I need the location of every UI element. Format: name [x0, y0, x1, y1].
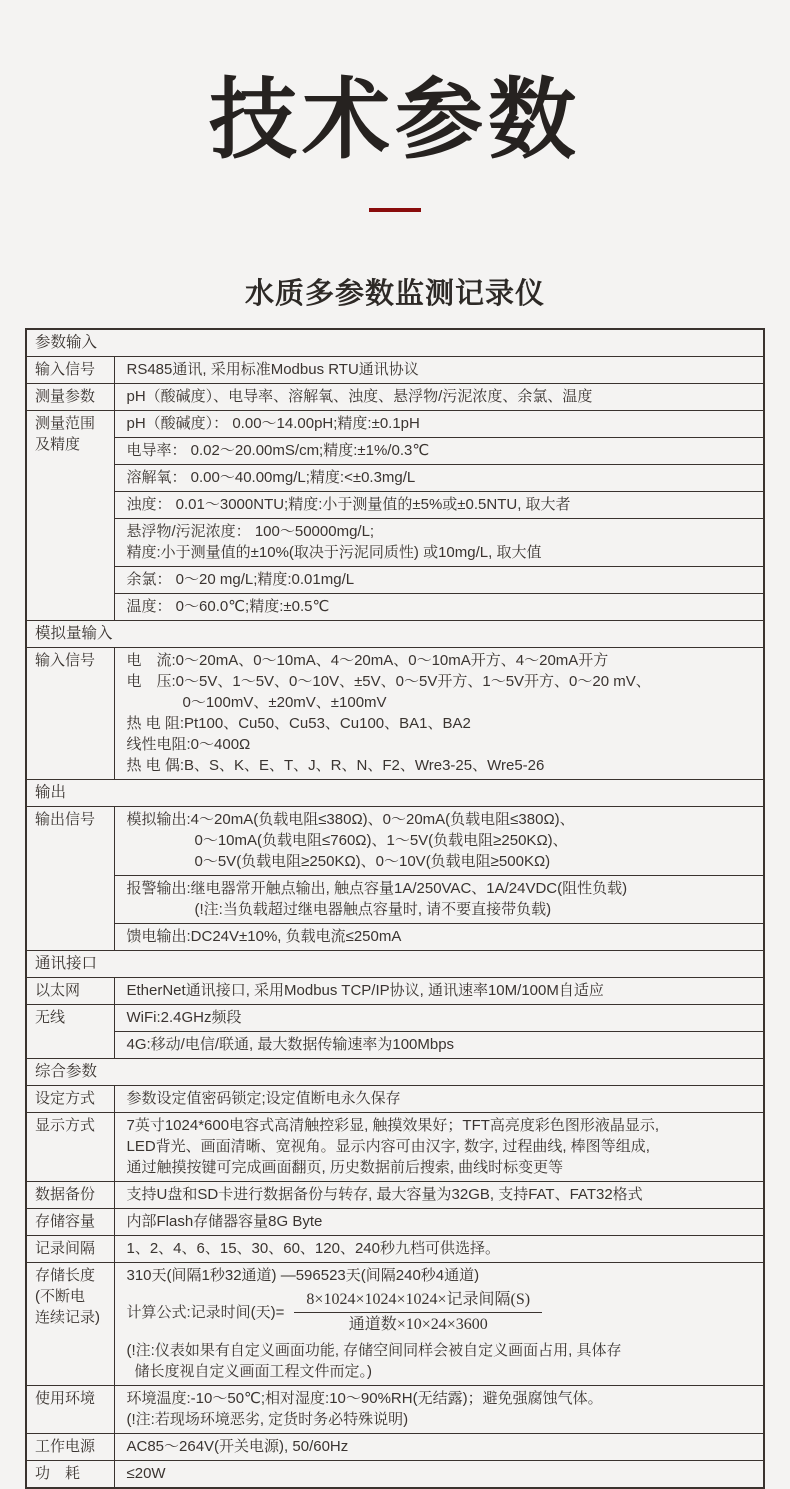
value-line-thermocouple: 热 电 偶:B、S、K、E、T、J、R、N、F2、Wre3-25、Wre5-26 — [126, 757, 545, 775]
row-value-power: AC85～264V(开关电源), 50/60Hz — [114, 1434, 764, 1461]
value-line-rtd: 热 电 阻:Pt100、Cu50、Cu53、Cu100、BA1、BA2 — [126, 715, 471, 733]
row-value-backup: 支持U盘和SD卡进行数据备份与转存, 最大容量为32GB, 支持FAT、FAT32格式 — [114, 1182, 764, 1209]
row-label-power: 工作电源 — [26, 1434, 114, 1461]
row-value-output-analog — [114, 807, 764, 876]
row-consumption — [26, 1461, 764, 1489]
row-range-accuracy-temperature — [26, 594, 764, 621]
row-label-input-signal: 输入信号 — [26, 357, 114, 384]
range-row-conductivity: 电导率： 0.02～20.00mS/cm;精度:±1%/0.3℃ — [114, 438, 764, 465]
row-label-storage-capacity: 存储容量 — [26, 1209, 114, 1236]
label-line: (不断电 — [35, 1288, 85, 1306]
row-value-record-interval: 1、2、4、6、15、30、60、120、240秒九档可供选择。 — [114, 1236, 764, 1263]
storage-formula — [127, 1289, 758, 1336]
row-label-output-signal: 输出信号 — [26, 807, 114, 951]
formula-denominator: 通道数×10×24×3600 — [348, 1316, 488, 1334]
row-display — [26, 1113, 764, 1182]
row-output-feed — [26, 924, 764, 951]
row-label-storage-length — [26, 1263, 114, 1386]
row-backup — [26, 1182, 764, 1209]
label-line: 存储长度 — [35, 1267, 96, 1285]
storage-range-line: 310天(间隔1秒32通道) —596523天(间隔240秒4通道) — [126, 1267, 480, 1285]
row-output-analog — [26, 807, 764, 876]
section-header-comm: 通讯接口 — [26, 951, 764, 978]
section-row-comm — [26, 951, 764, 978]
row-range-accuracy-conductivity — [26, 438, 764, 465]
section-header-analog-input: 模拟量输入 — [26, 621, 764, 648]
value-line: 悬浮物/污泥浓度： 100～50000mg/L; — [126, 523, 375, 541]
value-line-linear-resistance: 线性电阻:0～400Ω — [126, 736, 251, 754]
row-environment — [26, 1386, 764, 1434]
row-label-display: 显示方式 — [26, 1113, 114, 1182]
row-range-accuracy-dissolved-oxygen — [26, 465, 764, 492]
value-line: 7英寸1024*600电容式高清触控彩显, 触摸效果好；TFT高亮度彩色图形液晶显示, — [126, 1117, 660, 1135]
range-row-suspended-solids — [114, 519, 764, 567]
row-value-environment — [114, 1386, 764, 1434]
row-measure-params — [26, 384, 764, 411]
row-value-storage-length — [114, 1263, 764, 1386]
row-label-ethernet: 以太网 — [26, 978, 114, 1005]
row-wireless-4g — [26, 1032, 764, 1059]
value-line: 报警输出:继电器常开触点输出, 触点容量1A/250VAC、1A/24VDC(阻性负载) — [126, 880, 628, 898]
row-value-analog-input-signal — [114, 648, 764, 780]
row-value-4g: 4G:移动/电信/联通, 最大数据传输速率为100Mbps — [114, 1032, 764, 1059]
row-label-analog-input-signal: 输入信号 — [26, 648, 114, 780]
title-accent-line — [369, 208, 421, 212]
value-line-note: (!注:当负载超过继电器触点容量时, 请不要直接带负载) — [194, 901, 552, 919]
row-storage-length — [26, 1263, 764, 1386]
range-row-temperature: 温度： 0～60.0℃;精度:±0.5℃ — [114, 594, 764, 621]
value-line-current: 电 流:0～20mA、0～10mA、4～20mA、0～10mA开方、4～20mA开方 — [126, 652, 609, 670]
row-value-ethernet: EtherNet通讯接口, 采用Modbus TCP/IP协议, 通讯速率10M/100M自适应 — [114, 978, 764, 1005]
row-ethernet — [26, 978, 764, 1005]
row-value-input-signal: RS485通讯, 采用标准Modbus RTU通讯协议 — [114, 357, 764, 384]
row-wireless-wifi — [26, 1005, 764, 1032]
value-line: (!注:若现场环境恶劣, 定货时务必特殊说明) — [126, 1411, 409, 1429]
label-line: 连续记录) — [35, 1309, 100, 1327]
row-setting — [26, 1086, 764, 1113]
row-label-wireless: 无线 — [26, 1005, 114, 1059]
formula-prefix: 计算公式:记录时间(天)= — [126, 1304, 285, 1322]
storage-note-line: (!注:仪表如果有自定义画面功能, 存储空间同样会被自定义画面占用, 具体存 — [126, 1342, 622, 1360]
row-storage-capacity — [26, 1209, 764, 1236]
row-range-accuracy-ph — [26, 411, 764, 438]
row-value-setting: 参数设定值密码锁定;设定值断电永久保存 — [114, 1086, 764, 1113]
row-range-accuracy-chlorine — [26, 567, 764, 594]
row-label-consumption: 功 耗 — [26, 1461, 114, 1489]
range-row-turbidity: 浊度： 0.01～3000NTU;精度:小于测量值的±5%或±0.5NTU, 取大者 — [114, 492, 764, 519]
product-subtitle: 水质多参数监测记录仪 — [244, 278, 545, 310]
row-label-record-interval: 记录间隔 — [26, 1236, 114, 1263]
label-line: 及精度 — [35, 436, 81, 454]
section-row-param-input — [26, 329, 764, 357]
row-record-interval — [26, 1236, 764, 1263]
row-value-measure-params: pH（酸碱度）、电导率、溶解氧、浊度、悬浮物/污泥浓度、余氯、温度 — [114, 384, 764, 411]
value-line: LED背光、画面清晰、宽视角。显示内容可由汉字, 数字, 过程曲线, 棒图等组成, — [126, 1138, 650, 1156]
value-line-voltage-cont: 0～100mV、±20mV、±100mV — [182, 694, 387, 712]
row-range-accuracy-turbidity — [26, 492, 764, 519]
row-analog-input-signal — [26, 648, 764, 780]
row-value-output-alarm — [114, 876, 764, 924]
row-label-range-accuracy — [26, 411, 114, 621]
section-header-param-input: 参数输入 — [26, 329, 764, 357]
section-header-general: 综合参数 — [26, 1059, 764, 1086]
row-power — [26, 1434, 764, 1461]
range-row-ph: pH（酸碱度）： 0.00～14.00pH;精度:±0.1pH — [114, 411, 764, 438]
row-label-measure-params: 测量参数 — [26, 384, 114, 411]
row-range-accuracy-suspended-solids — [26, 519, 764, 567]
value-line: 通过触摸按键可完成画面翻页, 历史数据前后搜索, 曲线时标变更等 — [126, 1159, 564, 1177]
row-input-signal — [26, 357, 764, 384]
section-row-general — [26, 1059, 764, 1086]
formula-fraction — [294, 1289, 542, 1336]
value-line: 精度:小于测量值的±10%(取决于污泥同质性) 或10mg/L, 取大值 — [126, 544, 542, 562]
section-row-analog-input — [26, 621, 764, 648]
page-title: 技术参数 — [208, 70, 581, 169]
range-row-chlorine: 余氯： 0～20 mg/L;精度:0.01mg/L — [114, 567, 764, 594]
spec-table — [25, 328, 765, 1489]
row-output-alarm — [26, 876, 764, 924]
section-row-output — [26, 780, 764, 807]
row-value-consumption: ≤20W — [114, 1461, 764, 1489]
row-value-storage-capacity: 内部Flash存储器容量8G Byte — [114, 1209, 764, 1236]
row-value-output-feed: 馈电输出:DC24V±10%, 负载电流≤250mA — [114, 924, 764, 951]
row-label-backup: 数据备份 — [26, 1182, 114, 1209]
value-line: 0～5V(负载电阻≥250KΩ)、0～10V(负载电阻≥500KΩ) — [194, 853, 551, 871]
value-line: 0～10mA(负载电阻≤760Ω)、1～5V(负载电阻≥250KΩ)、 — [194, 832, 568, 850]
formula-numerator: 8×1024×1024×1024×记录间隔(S) — [294, 1289, 542, 1313]
row-value-display — [114, 1113, 764, 1182]
value-line: 环境温度:-10～50℃;相对湿度:10～90%RH(无结露)；避免强腐蚀气体。 — [126, 1390, 603, 1408]
storage-note-line: 储长度视自定义画面工程文件而定。) — [134, 1363, 372, 1381]
range-row-dissolved-oxygen: 溶解氧： 0.00～40.00mg/L;精度:<±0.3mg/L — [114, 465, 764, 492]
label-line: 测量范围 — [35, 415, 96, 433]
value-line: 模拟输出:4～20mA(负载电阻≤380Ω)、0～20mA(负载电阻≤380Ω)、 — [126, 811, 575, 829]
row-label-environment: 使用环境 — [26, 1386, 114, 1434]
row-value-wifi: WiFi:2.4GHz频段 — [114, 1005, 764, 1032]
row-label-setting: 设定方式 — [26, 1086, 114, 1113]
section-header-output: 输出 — [26, 780, 764, 807]
value-line-voltage: 电 压:0～5V、1～5V、0～10V、±5V、0～5V开方、1～5V开方、0～20 mV、 — [126, 673, 651, 691]
